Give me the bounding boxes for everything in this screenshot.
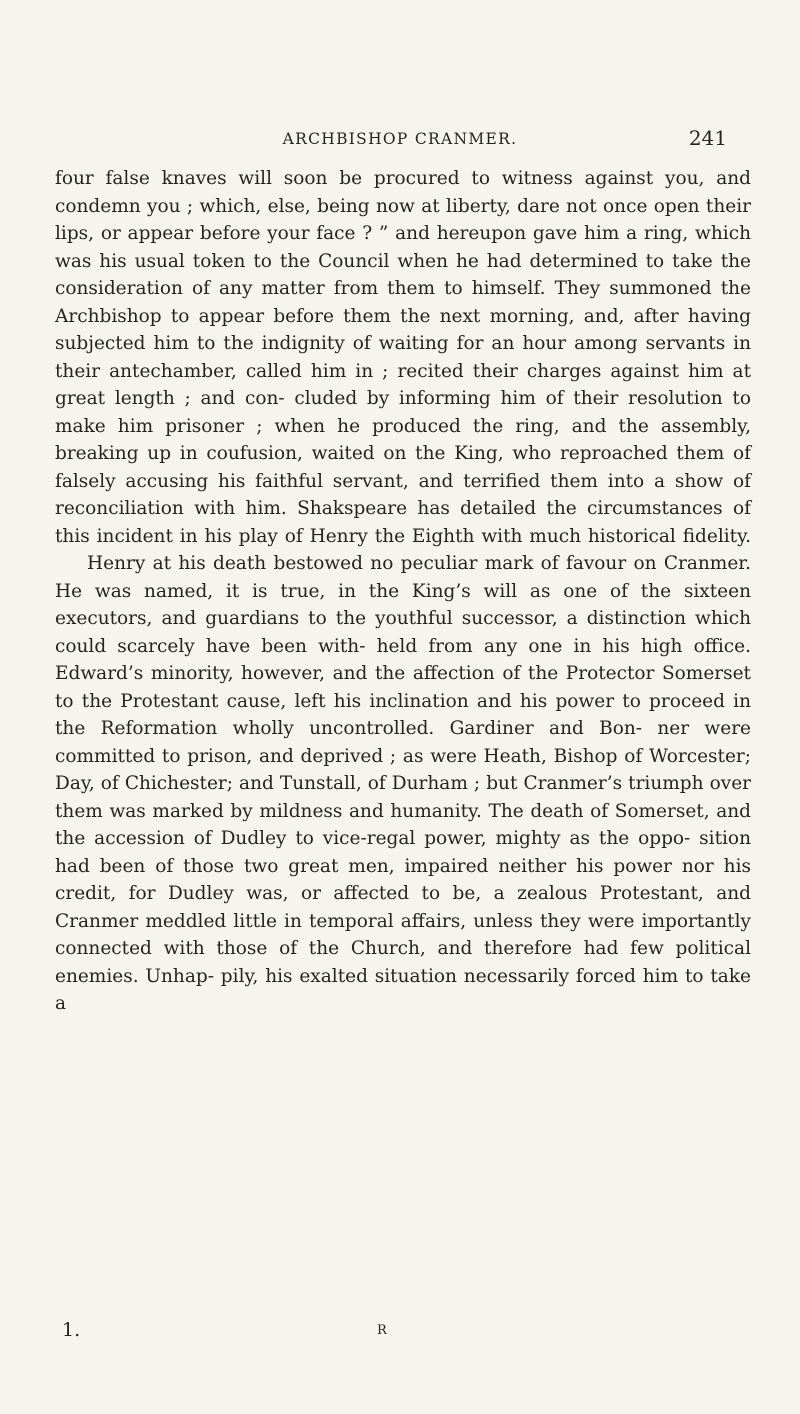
running-head bbox=[0, 127, 800, 153]
page-footer bbox=[0, 1318, 800, 1344]
running-title: ARCHBISHOP CRANMER. bbox=[282, 130, 518, 148]
signature-mark: R bbox=[377, 1323, 387, 1338]
body-text bbox=[55, 165, 751, 1018]
signature-number: 1. bbox=[62, 1319, 81, 1341]
page-number: 241 bbox=[688, 126, 727, 150]
paragraph-2: Henry at his death bestowed no peculiar mark of favour on Cranmer. He was named, it is true, in the King’s will as one of the sixteen executors, and guardians to the youthful successor, a distinction which could scarcely have been with- held from any one in his high office. Edward’s minority, however, and the affection of the Protector Somerset to the Protestant cause, left his inclination and his power to proceed in the Reformation wholly uncontrolled. Gardiner and Bon- ner were committed to prison, and deprived ; as were Heath, Bishop of Worcester; Day, of Chichester; and Tunstall, of Durham ; but Cranmer’s triumph over them was marked by mildness and humanity. The death of Somerset, and the accession of Dudley to vice-regal power, mighty as the oppo- sition had been of those two great men, impaired neither his power nor his credit, for Dudley was, or affected to be, a zealous Protestant, and Cranmer meddled little in temporal affairs, unless they were importantly connected with those of the Church, and therefore had few political enemies. Unhap- pily, his exalted situation necessarily forced him to take a bbox=[55, 553, 751, 1014]
paragraph-1: four false knaves will soon be procured to witness against you, and condemn you ; which, else, being now at liberty, dare not once open their lips, or appear before your face ? ” and hereupon gave him a ring, which was his usual token to the Council when he had determined to take the consideration of any matter from them to himself. They summoned the Archbishop to appear before them the next morning, and, after having subjected him to the indignity of waiting for an hour among servants in their antechamber, called him in ; recited their charges against him at great length ; and con- cluded by informing him of their resolution to make him prisoner ; when he produced the ring, and the assembly, breaking up in coufusion, waited on the King, who reproached them of falsely accusing his faithful servant, and terrified them into a show of reconciliation with him. Shakspeare has detailed the circumstances of this incident in his play of Henry the Eighth with much historical fidelity. bbox=[55, 168, 751, 547]
